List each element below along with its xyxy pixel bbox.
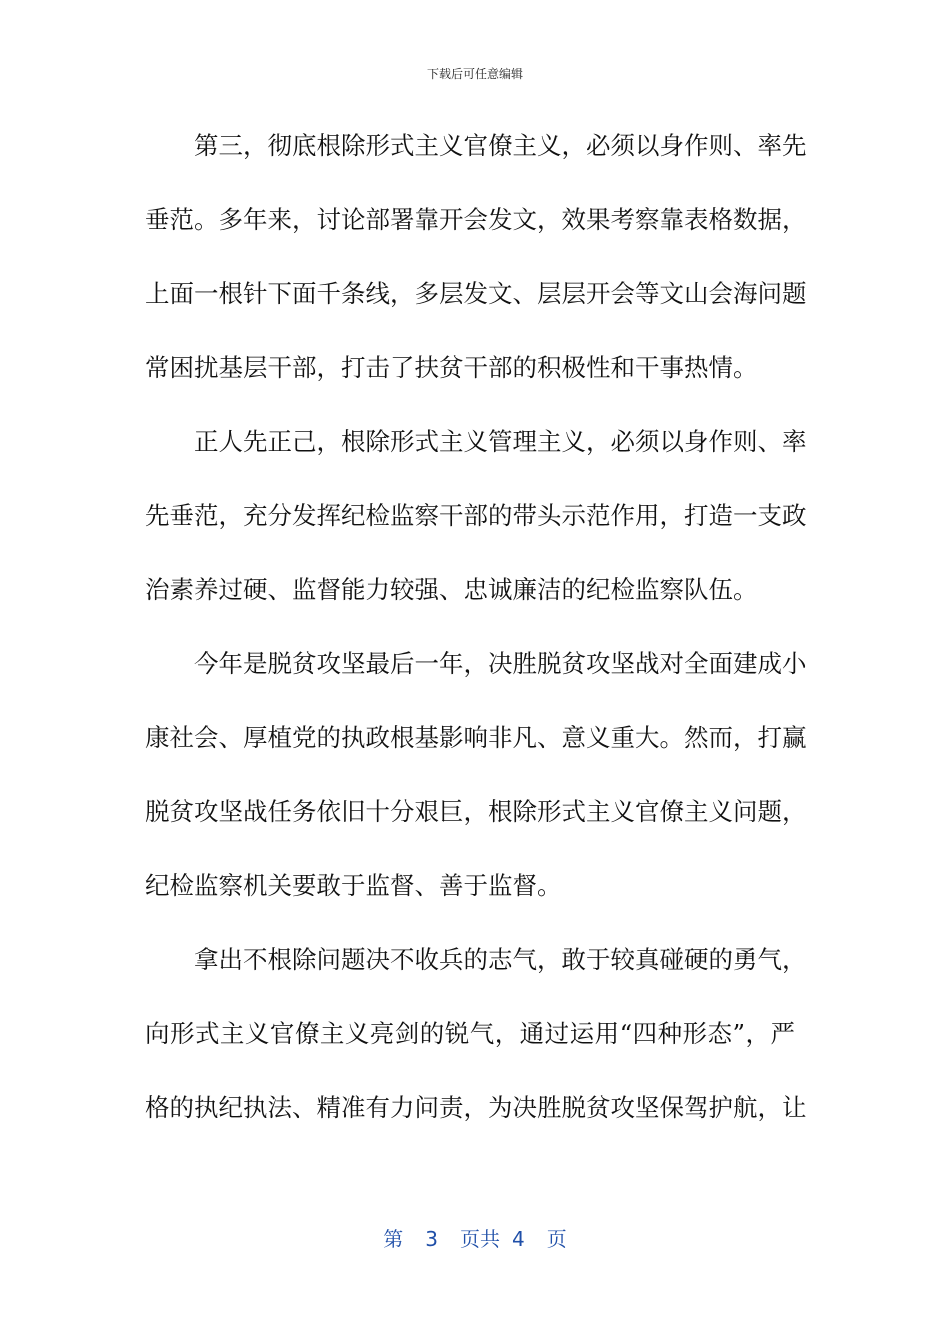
- current-page-number: 3: [425, 1227, 438, 1251]
- paragraph-3-line-3: 脱贫攻坚战任务依旧十分艰巨，根除形式主义官僚主义问题，: [145, 797, 807, 826]
- page-footer-prefix: 第: [383, 1227, 404, 1251]
- page-footer: [0, 1225, 950, 1253]
- page-footer-middle: 页共: [460, 1227, 500, 1251]
- page-header: 下载后可任意编辑: [426, 67, 523, 81]
- paragraph-1-line-3: 上面一根针下面千条线，多层发文、层层开会等文山会海问题: [145, 279, 807, 308]
- paragraph-2-line-2: 先垂范，充分发挥纪检监察干部的带头示范作用，打造一支政: [145, 501, 807, 530]
- paragraph-3-line-2: 康社会、厚植党的执政根基影响非凡、意义重大。然而，打赢: [145, 723, 807, 752]
- total-pages-number: 4: [512, 1227, 525, 1251]
- paragraph-1-line-2: 垂范。多年来，讨论部署靠开会发文，效果考察靠表格数据，: [145, 205, 807, 234]
- paragraph-3-line-1: 今年是脱贫攻坚最后一年，决胜脱贫攻坚战对全面建成小: [194, 649, 807, 678]
- paragraph-4-line-2: 向形式主义官僚主义亮剑的锐气，通过运用“四种形态”，严: [145, 1019, 795, 1048]
- document-body: [145, 121, 807, 1157]
- paragraph-2-line-1: 正人先正己，根除形式主义管理主义，必须以身作则、率: [194, 427, 807, 456]
- paragraph-4-line-1: 拿出不根除问题决不收兵的志气，敢于较真碰硬的勇气，: [194, 945, 807, 974]
- paragraph-3-line-4: 纪检监察机关要敢于监督、善于监督。: [145, 871, 562, 900]
- paragraph-1-line-1: 第三，彻底根除形式主义官僚主义，必须以身作则、率先: [194, 131, 807, 160]
- page-footer-suffix: 页: [546, 1227, 567, 1251]
- paragraph-2-line-3: 治素养过硬、监督能力较强、忠诚廉洁的纪检监察队伍。: [145, 575, 758, 604]
- paragraph-4-line-3: 格的执纪执法、精准有力问责，为决胜脱贫攻坚保驾护航，让: [145, 1093, 807, 1122]
- paragraph-1-line-4: 常困扰基层干部，打击了扶贫干部的积极性和干事热情。: [145, 353, 758, 382]
